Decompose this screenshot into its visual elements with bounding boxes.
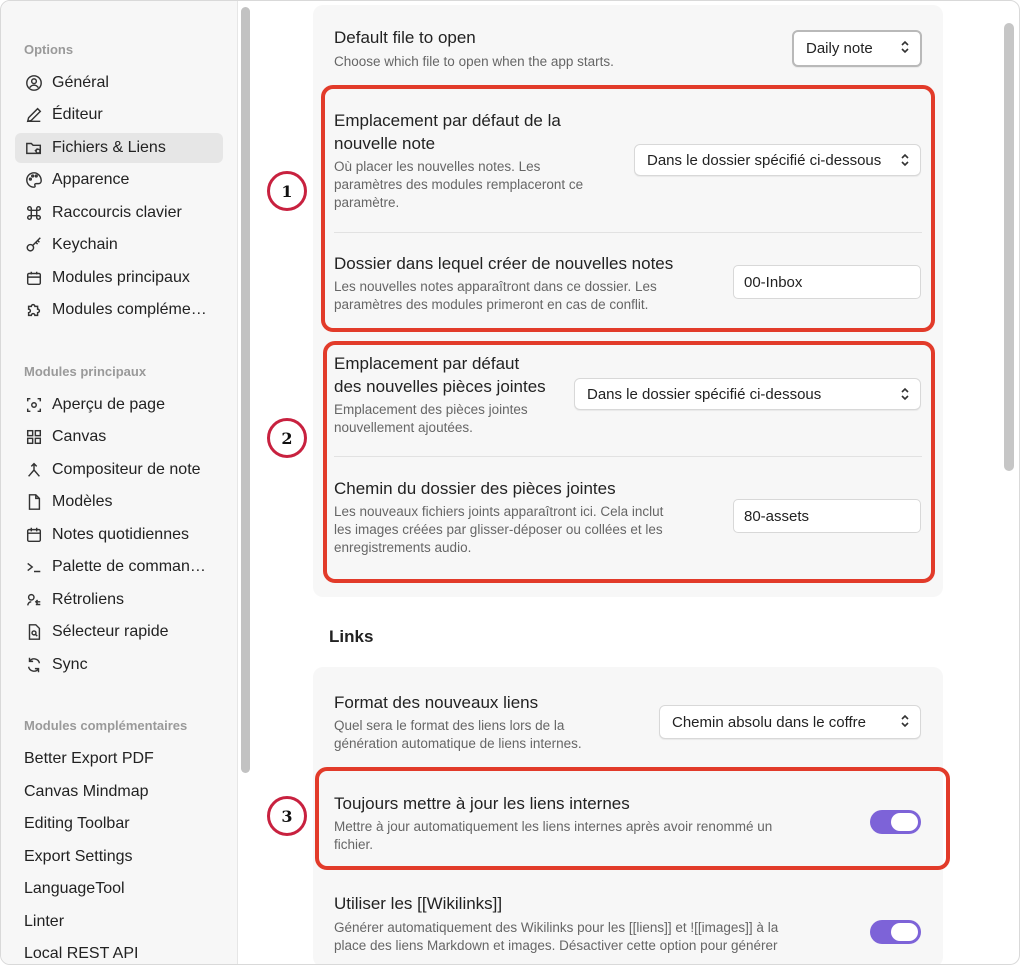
canvas-icon <box>24 427 44 447</box>
sidebar-item-plugin[interactable]: LanguageTool <box>24 880 125 897</box>
sidebar-item-appearance[interactable] <box>15 165 223 195</box>
default-file-select[interactable] <box>792 30 922 67</box>
pencil-icon <box>24 105 44 125</box>
settings-sidebar <box>1 1 238 964</box>
key-icon <box>24 235 44 255</box>
attachment-folder-input[interactable]: 80-assets <box>733 499 921 533</box>
sidebar-item-plugin[interactable]: Export Settings <box>24 848 133 865</box>
select-value: Dans le dossier spécifié ci-dessous <box>587 385 822 403</box>
annotation-badge-3: 3 <box>267 796 307 836</box>
sidebar-item-note-composer[interactable] <box>15 455 223 485</box>
setting-title: Format des nouveaux liens <box>334 693 539 712</box>
sidebar-item-plugin[interactable]: Linter <box>24 913 65 930</box>
quick-switcher-icon <box>24 622 44 642</box>
setting-title: Dossier dans lequel créer de nouvelles notes <box>334 254 674 273</box>
link-format-select[interactable] <box>659 705 921 739</box>
general-settings-icon <box>24 73 44 93</box>
setting-title: Chemin du dossier des pièces jointes <box>334 479 616 498</box>
setting-description: Choose which file to open when the app starts. <box>334 54 614 69</box>
backlinks-icon <box>24 590 44 610</box>
sidebar-item-templates[interactable] <box>15 487 223 517</box>
sidebar-item-keychain[interactable] <box>15 230 223 260</box>
sidebar-item-label: Général <box>52 74 109 91</box>
sidebar-item-command-palette[interactable] <box>15 552 223 582</box>
sidebar-item-label: Modèles <box>52 493 113 510</box>
setting-title: Emplacement par défaut des nouvelles pièces jointes <box>334 354 546 396</box>
chevron-updown-icon <box>899 152 911 168</box>
sidebar-item-backlinks[interactable] <box>15 585 223 615</box>
sidebar-item-label: Modules compléme… <box>52 301 207 318</box>
sidebar-item-quick-switcher[interactable] <box>15 617 223 647</box>
sync-icon <box>24 655 44 675</box>
sidebar-item-label: Aperçu de page <box>52 396 165 413</box>
setting-title: Toujours mettre à jour les liens internes <box>334 794 630 813</box>
select-value: Chemin absolu dans le coffre <box>672 713 867 731</box>
setting-description: Générer automatiquement des Wikilinks pour les [[liens]] et ![[images]] à la place des liens Markdown et images. Désactiver cette option pour générer <box>334 920 779 953</box>
setting-title: Emplacement par défaut de la nouvelle note <box>334 111 561 153</box>
sidebar-scrollbar[interactable] <box>241 7 250 773</box>
core-plugins-section-heading: Modules principaux <box>24 364 147 379</box>
select-value: Daily note <box>806 40 873 57</box>
sidebar-item-sync[interactable] <box>15 650 223 680</box>
sidebar-item-label: Modules principaux <box>52 269 190 286</box>
setting-title: Default file to open <box>334 28 476 47</box>
main-scrollbar[interactable] <box>1004 23 1014 471</box>
sidebar-item-label: Palette de comman… <box>52 558 206 575</box>
chevron-updown-icon <box>899 39 911 55</box>
annotation-badge-1: 1 <box>267 171 307 211</box>
sidebar-item-editor[interactable] <box>15 100 223 130</box>
sidebar-item-page-preview[interactable] <box>15 390 223 420</box>
command-icon <box>24 203 44 223</box>
select-value: Dans le dossier spécifié ci-dessous <box>647 151 882 169</box>
sidebar-item-label: Canvas <box>52 428 107 445</box>
sidebar-item-label: Keychain <box>52 236 118 253</box>
sidebar-item-label: Fichiers & Liens <box>52 139 166 156</box>
divider <box>334 456 922 457</box>
options-section-heading: Options <box>24 42 74 57</box>
new-note-location-select[interactable] <box>634 144 921 176</box>
template-icon <box>24 492 44 512</box>
community-plugins-section-heading: Modules complémentaires <box>24 718 188 733</box>
setting-description: Emplacement des pièces jointes nouvellement ajoutées. <box>334 402 528 435</box>
toggle-knob <box>891 923 918 941</box>
calendar-icon <box>24 525 44 545</box>
setting-description: Où placer les nouvelles notes. Les paramètres des modules remplaceront ce paramètre. <box>334 159 584 210</box>
auto-update-links-toggle[interactable] <box>870 810 921 834</box>
page-preview-icon <box>24 395 44 415</box>
attachment-location-select[interactable] <box>574 378 921 410</box>
sidebar-item-general[interactable] <box>15 68 223 98</box>
sidebar-item-label: Sync <box>52 656 88 673</box>
merge-icon <box>24 460 44 480</box>
setting-description: Les nouvelles notes apparaîtront dans ce dossier. Les paramètres des modules primeront en cas de conflit. <box>334 279 657 312</box>
divider <box>334 232 922 233</box>
sidebar-item-core-plugins[interactable] <box>15 263 223 293</box>
sidebar-item-plugin[interactable]: Local REST API <box>24 945 139 962</box>
puzzle-icon <box>24 300 44 320</box>
sidebar-item-plugin[interactable]: Canvas Mindmap <box>24 783 149 800</box>
palette-icon <box>24 170 44 190</box>
sidebar-item-plugin[interactable]: Better Export PDF <box>24 750 154 767</box>
sidebar-item-label: Raccourcis clavier <box>52 204 182 221</box>
sidebar-item-label: Notes quotidiennes <box>52 526 189 543</box>
sidebar-item-plugin[interactable]: Editing Toolbar <box>24 815 130 832</box>
sidebar-item-label: Compositeur de note <box>52 461 201 478</box>
wikilinks-toggle[interactable] <box>870 920 921 944</box>
terminal-icon <box>24 557 44 577</box>
sidebar-item-canvas[interactable] <box>15 422 223 452</box>
links-section-heading: Links <box>329 627 374 646</box>
annotation-badge-2: 2 <box>267 418 307 458</box>
toggle-knob <box>891 813 918 831</box>
sidebar-item-label: Sélecteur rapide <box>52 623 169 640</box>
sidebar-item-hotkeys[interactable] <box>15 198 223 228</box>
sidebar-item-daily-notes[interactable] <box>15 520 223 550</box>
sidebar-item-label: Rétroliens <box>52 591 125 608</box>
setting-title: Utiliser les [[Wikilinks]] <box>334 894 503 913</box>
sidebar-item-label: Apparence <box>52 171 130 188</box>
setting-description: Les nouveaux fichiers joints apparaîtront ici. Cela inclut les images créées par glisser-déposer ou collées et les enregistrements audio. <box>334 504 664 555</box>
sidebar-item-label: Éditeur <box>52 106 103 123</box>
chevron-updown-icon <box>899 386 911 402</box>
setting-description: Mettre à jour automatiquement les liens internes après avoir renommé un fichier. <box>334 819 773 852</box>
sidebar-item-community-plugins[interactable] <box>15 295 223 325</box>
calendar-box-icon <box>24 268 44 288</box>
folder-link-icon <box>24 138 44 158</box>
setting-description: Quel sera le format des liens lors de la génération automatique de liens internes. <box>334 718 582 751</box>
new-note-folder-input[interactable]: 00-Inbox <box>733 265 921 299</box>
chevron-updown-icon <box>899 713 911 729</box>
sidebar-item-files-links[interactable] <box>15 133 223 163</box>
